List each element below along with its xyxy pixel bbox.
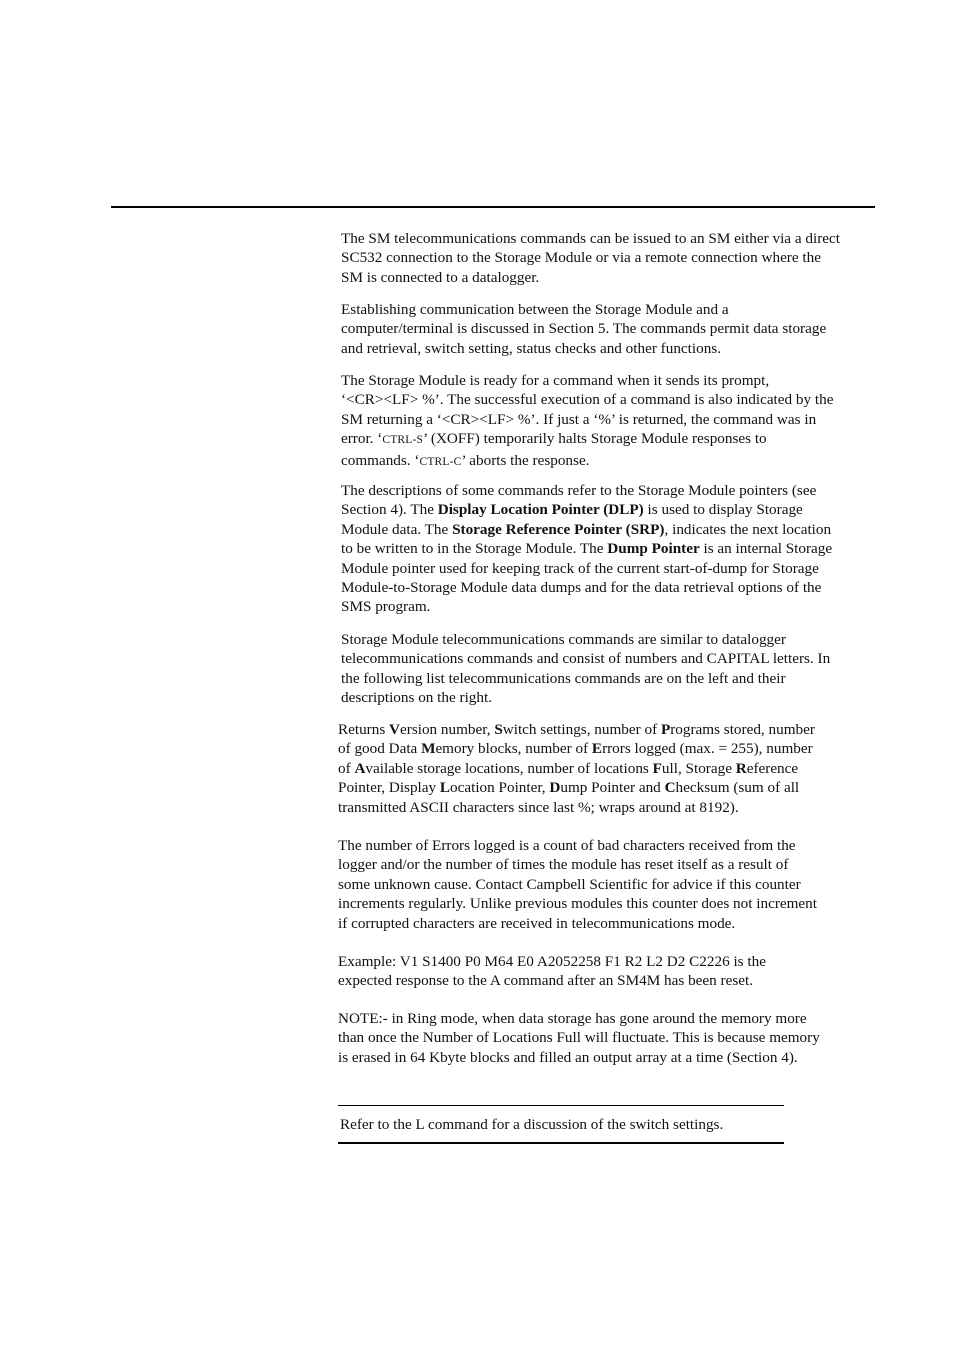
text-line: Example: V1 S1400 P0 M64 E0 A2052258 F1 R2 L2 D2 C2226 is the <box>338 953 766 970</box>
text-fragment: rrors logged (max. = 255), number <box>602 740 813 758</box>
pointers-paragraph <box>341 481 881 617</box>
initial-letter: D <box>549 779 561 797</box>
text-fragment: ’ aborts the response. <box>461 451 590 469</box>
text-fragment: witch settings, number of <box>502 721 661 738</box>
text-line: the following list telecommunications commands are on the left and their <box>341 669 786 687</box>
text-line: computer/terminal is discussed in Section 5. The commands permit data storage <box>341 320 827 338</box>
text-line: ‘<CR><LF> %’. The successful execution of a command is also indicated by the <box>341 391 834 409</box>
switch-settings-note <box>338 1105 784 1144</box>
header-rule <box>111 206 875 208</box>
text-fragment: error. ‘ <box>341 430 383 448</box>
text-line: The Storage Module is ready for a command when it sends its prompt, <box>341 372 770 389</box>
text-line: transmitted ASCII characters since last %; wraps around at 8192). <box>338 798 739 816</box>
text-fragment: is used to display Storage <box>643 501 803 519</box>
text-line: SM is connected to a datalogger. <box>341 268 540 286</box>
text-fragment: hecksum (sum of all <box>675 779 800 797</box>
intro-paragraph <box>341 229 881 287</box>
text-fragment: , indicates the next location <box>664 520 832 538</box>
text-line <box>341 539 881 558</box>
text-line: telecommunications commands and consist of numbers and CAPITAL letters. In <box>341 650 831 668</box>
text-line <box>341 500 881 519</box>
text-line: and retrieval, switch setting, status checks and other functions. <box>341 339 722 357</box>
initial-letter: S <box>494 721 503 738</box>
initial-letter: M <box>421 740 436 758</box>
text-line: increments regularly. Unlike previous modules this counter does not increment <box>338 895 817 913</box>
text-line <box>341 451 881 472</box>
text-line: Module-to-Storage Module data dumps and for the data retrieval options of the <box>341 579 822 597</box>
text-line: The number of Errors logged is a count of bad characters received from the <box>338 837 796 854</box>
text-line <box>338 759 878 778</box>
text-fragment: of <box>338 759 355 777</box>
text-fragment: eference <box>746 759 799 777</box>
text-line <box>341 520 881 539</box>
text-line: than once the Number of Locations Full will fluctuate. This is because memory <box>338 1029 820 1047</box>
initial-letter: V <box>389 721 401 738</box>
text-line: logger and/or the number of times the module has reset itself as a result of <box>338 856 789 874</box>
text-line: descriptions on the right. <box>341 689 493 707</box>
text-fragment: Section 4). The <box>341 501 438 519</box>
text-line: SMS program. <box>341 598 431 616</box>
commands-overview-paragraph <box>341 630 881 708</box>
text-line: SM returning a ‘<CR><LF> %’. If just a ‘%’ is returned, the command was in <box>341 410 817 428</box>
text-fragment: emory blocks, number of <box>435 740 592 758</box>
text-fragment: Pointer, Display <box>338 779 440 797</box>
text-line: some unknown cause. Contact Campbell Scientific for advice if this counter <box>338 875 801 893</box>
communication-paragraph <box>341 300 881 358</box>
text-line <box>338 720 878 739</box>
text-fragment: rograms stored, number <box>670 721 815 738</box>
a-command-description <box>338 720 878 817</box>
text-fragment: vailable storage locations, number of locations <box>365 759 653 777</box>
text-fragment: Module data. The <box>341 520 453 538</box>
term-dlp: Display Location Pointer (DLP) <box>437 501 644 519</box>
text-fragment: of good Data <box>338 740 422 758</box>
text-fragment: ersion number, <box>400 721 495 738</box>
text-line: SC532 connection to the Storage Module or via a remote connection where the <box>341 249 821 267</box>
term-dump-pointer: Dump Pointer <box>607 540 700 558</box>
text-fragment: to be written to in the Storage Module. The <box>341 540 608 558</box>
text-line: Establishing communication between the Storage Module and a <box>341 301 729 318</box>
text-fragment: ump Pointer and <box>560 779 665 797</box>
text-line: Module pointer used for keeping track of the current start-of-dump for Storage <box>341 559 819 577</box>
text-line: The SM telecommunications commands can be issued to an SM either via a direct <box>341 230 840 247</box>
text-fragment: commands. ‘ <box>341 451 420 469</box>
initial-letter: E <box>591 740 603 758</box>
note-text: Refer to the L command for a discussion of the switch settings. <box>340 1116 724 1133</box>
text-line <box>338 778 878 797</box>
text-fragment: ocation Pointer, <box>450 779 550 797</box>
text-fragment: Returns <box>338 721 390 738</box>
initial-letter: F <box>652 759 662 777</box>
text-line: is erased in 64 Kbyte blocks and filled an output array at a time (Section 4). <box>338 1048 798 1066</box>
text-line: NOTE:- in Ring mode, when data storage has gone around the memory more <box>338 1010 807 1027</box>
example-paragraph <box>338 952 878 991</box>
initial-letter: C <box>664 779 676 797</box>
text-line <box>338 739 878 758</box>
text-line: if corrupted characters are received in telecommunications mode. <box>338 914 736 932</box>
initial-letter: P <box>660 721 671 738</box>
text-fragment: ’ (XOFF) temporarily halts Storage Module responses to <box>423 430 767 448</box>
term-srp: Storage Reference Pointer (SRP) <box>452 520 665 538</box>
key-combo-ctrl-c: CTRL-C <box>419 455 462 468</box>
text-fragment: ull, Storage <box>661 759 736 777</box>
text-line: The descriptions of some commands refer to the Storage Module pointers (see <box>341 482 817 499</box>
text-line: Storage Module telecommunications commands are similar to datalogger <box>341 631 786 648</box>
prompt-paragraph <box>341 371 881 472</box>
ring-mode-note-paragraph <box>338 1009 878 1067</box>
text-fragment: is an internal Storage <box>699 540 833 558</box>
key-combo-ctrl-s: CTRL-S <box>382 434 424 447</box>
text-line <box>341 429 881 450</box>
errors-paragraph <box>338 836 878 933</box>
initial-letter: R <box>735 759 747 777</box>
initial-letter: L <box>439 779 451 797</box>
text-line: expected response to the A command after an SM4M has been reset. <box>338 972 754 990</box>
initial-letter: A <box>354 759 366 777</box>
